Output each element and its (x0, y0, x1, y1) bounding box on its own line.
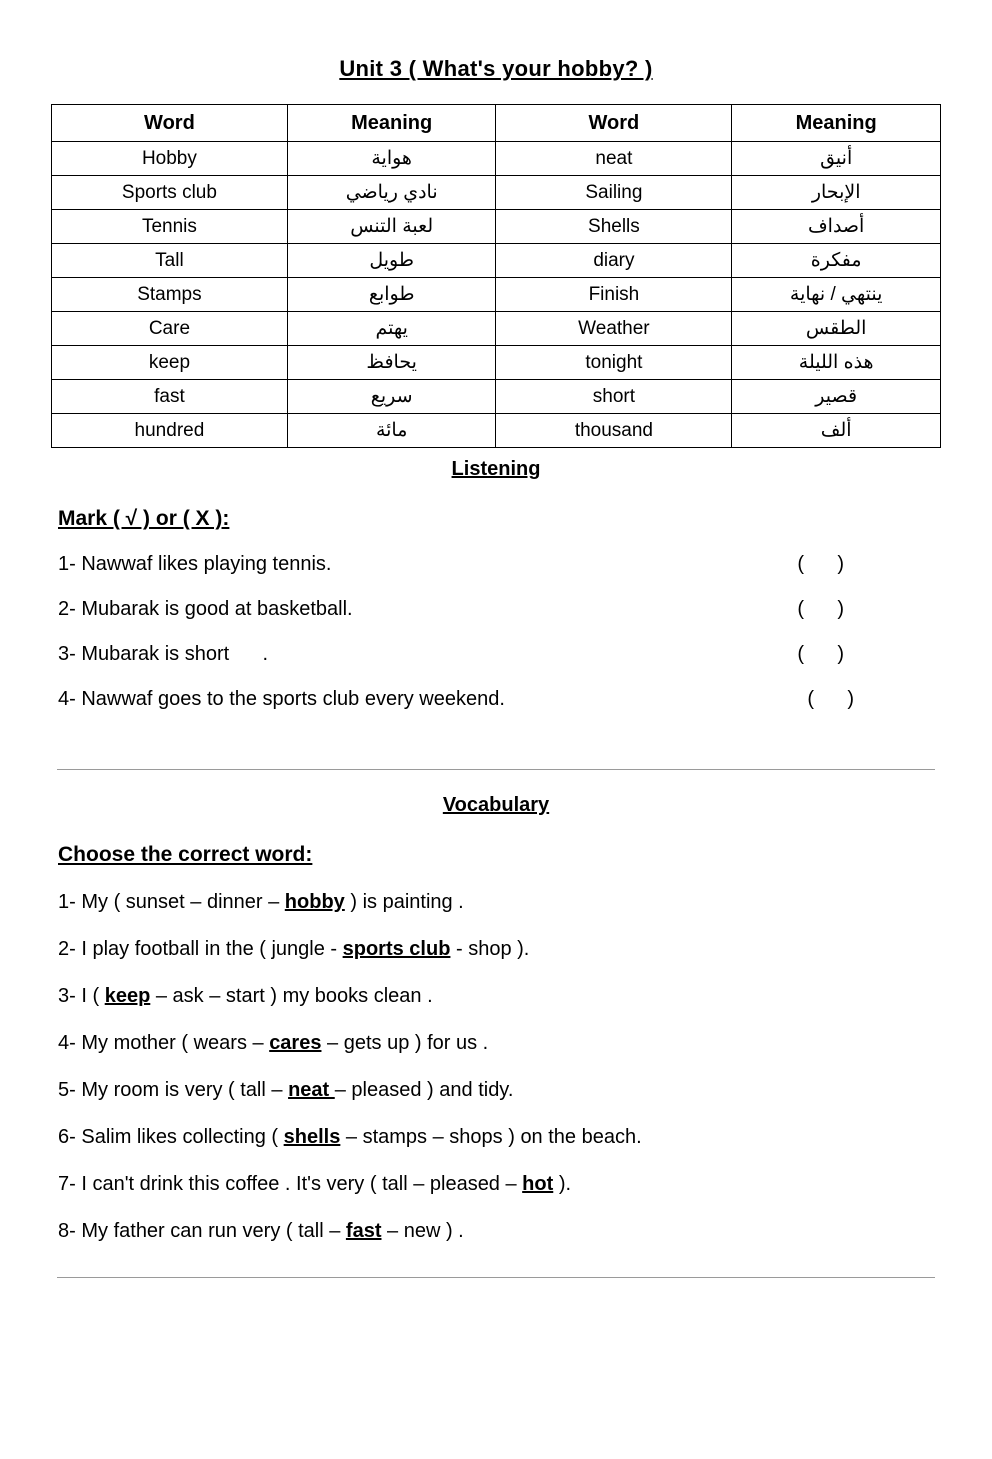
question-number: 7- (58, 1173, 76, 1195)
question-post-text: - shop ). (450, 938, 530, 960)
list-item (58, 643, 992, 666)
question-post-text: ). (553, 1173, 572, 1195)
vocabulary-question-list (0, 891, 992, 1243)
cell-meaning-ar: ينتهي / نهاية (732, 278, 941, 312)
list-item (58, 1126, 992, 1149)
cell-word-en: Tennis (52, 210, 288, 244)
question-post-text: – new ) . (381, 1220, 464, 1242)
cell-meaning-ar: يهتم (287, 312, 496, 346)
answer-brackets[interactable]: ( ) (797, 553, 844, 575)
question-answer[interactable]: cares (269, 1032, 322, 1054)
question-post-text: – gets up ) for us . (321, 1032, 489, 1054)
cell-word-en: thousand (496, 414, 732, 448)
question-pre-text: My room is very ( tall – (81, 1079, 289, 1101)
table-header-meaning-2: Meaning (732, 105, 941, 142)
cell-meaning-ar: لعبة التنس (287, 210, 496, 244)
table-row (52, 210, 941, 244)
cell-meaning-ar: هواية (287, 142, 496, 176)
question-text: 2- Mubarak is good at basketball. (58, 598, 353, 620)
question-answer[interactable]: hot (522, 1173, 554, 1195)
vocabulary-instruction: Choose the correct word: (58, 843, 313, 866)
list-item (58, 1079, 992, 1102)
answer-brackets[interactable]: ( ) (797, 643, 844, 665)
list-item (58, 598, 992, 621)
table-row (52, 312, 941, 346)
cell-word-en: Care (52, 312, 288, 346)
cell-meaning-ar: قصير (732, 380, 941, 414)
question-number: 1- (58, 891, 76, 913)
list-item (58, 891, 992, 914)
cell-word-en: Finish (496, 278, 732, 312)
cell-meaning-ar: نادي رياضي (287, 176, 496, 210)
list-item (58, 1173, 992, 1196)
table-header-meaning-1: Meaning (287, 105, 496, 142)
question-pre-text: My mother ( wears – (81, 1032, 270, 1054)
table-header-row (52, 105, 941, 142)
answer-brackets[interactable]: ( ) (807, 688, 854, 710)
cell-meaning-ar: طوابع (287, 278, 496, 312)
section-divider (57, 769, 935, 770)
question-number: 8- (58, 1220, 76, 1242)
question-number: 3- (58, 985, 76, 1007)
vocabulary-section-heading: Vocabulary (442, 794, 550, 816)
question-answer[interactable]: neat (288, 1079, 335, 1101)
cell-word-en: Sailing (496, 176, 732, 210)
question-pre-text: I play football in the ( jungle - (81, 938, 343, 960)
cell-meaning-ar: يحافظ (287, 346, 496, 380)
cell-word-en: Sports club (52, 176, 288, 210)
list-item (58, 1220, 992, 1243)
question-text: 3- Mubarak is short . (58, 643, 269, 665)
cell-meaning-ar: أصداف (732, 210, 941, 244)
cell-word-en: Hobby (52, 142, 288, 176)
question-pre-text: My father can run very ( tall – (81, 1220, 346, 1242)
cell-meaning-ar: ألف (732, 414, 941, 448)
list-item (58, 938, 992, 961)
page-title: Unit 3 ( What's your hobby? ) (339, 56, 653, 81)
cell-meaning-ar: الإبحار (732, 176, 941, 210)
question-post-text: – stamps – shops ) on the beach. (340, 1126, 642, 1148)
question-number: 4- (58, 1032, 76, 1054)
listening-question-list (0, 553, 992, 711)
question-answer[interactable]: shells (283, 1126, 341, 1148)
cell-word-en: Weather (496, 312, 732, 346)
table-row (52, 176, 941, 210)
table-row (52, 142, 941, 176)
question-number: 6- (58, 1126, 76, 1148)
table-row (52, 380, 941, 414)
question-answer[interactable]: keep (104, 985, 151, 1007)
cell-meaning-ar: هذه الليلة (732, 346, 941, 380)
answer-brackets[interactable]: ( ) (797, 598, 844, 620)
cell-meaning-ar: مفكرة (732, 244, 941, 278)
question-pre-text: Salim likes collecting ( (81, 1126, 284, 1148)
table-row (52, 244, 941, 278)
question-answer[interactable]: sports club (342, 938, 451, 960)
question-number: 5- (58, 1079, 76, 1101)
cell-word-en: Tall (52, 244, 288, 278)
cell-word-en: Shells (496, 210, 732, 244)
question-pre-text: I ( (81, 985, 105, 1007)
list-item (58, 985, 992, 1008)
list-item (58, 553, 992, 576)
table-row (52, 414, 941, 448)
listening-instruction: Mark ( √ ) or ( X ): (58, 507, 230, 530)
table-row (52, 346, 941, 380)
question-text: 4- Nawwaf goes to the sports club every weekend. (58, 688, 505, 710)
cell-word-en: tonight (496, 346, 732, 380)
table-header-word-1: Word (52, 105, 288, 142)
cell-meaning-ar: سريع (287, 380, 496, 414)
table-row (52, 278, 941, 312)
question-answer[interactable]: hobby (284, 891, 345, 913)
cell-meaning-ar: أنيق (732, 142, 941, 176)
question-pre-text: My ( sunset – dinner – (81, 891, 285, 913)
list-item (58, 688, 992, 711)
question-pre-text: I can't drink this coffee . It's very ( tall – pleased – (81, 1173, 523, 1195)
worksheet-page (0, 56, 992, 1459)
cell-word-en: Stamps (52, 278, 288, 312)
vocabulary-word-table (51, 104, 941, 448)
cell-meaning-ar: طويل (287, 244, 496, 278)
cell-word-en: keep (52, 346, 288, 380)
cell-word-en: hundred (52, 414, 288, 448)
question-post-text: – pleased ) and tidy. (334, 1079, 514, 1101)
question-number: 2- (58, 938, 76, 960)
cell-meaning-ar: مائة (287, 414, 496, 448)
listening-section-heading: Listening (451, 458, 541, 480)
question-post-text: ) is painting . (344, 891, 464, 913)
list-item (58, 1032, 992, 1055)
cell-word-en: fast (52, 380, 288, 414)
cell-word-en: diary (496, 244, 732, 278)
cell-meaning-ar: الطقس (732, 312, 941, 346)
question-answer[interactable]: fast (345, 1220, 382, 1242)
table-header-word-2: Word (496, 105, 732, 142)
page-bottom-divider (57, 1277, 935, 1278)
question-post-text: – ask – start ) my books clean . (150, 985, 433, 1007)
cell-word-en: neat (496, 142, 732, 176)
cell-word-en: short (496, 380, 732, 414)
question-text: 1- Nawwaf likes playing tennis. (58, 553, 332, 575)
